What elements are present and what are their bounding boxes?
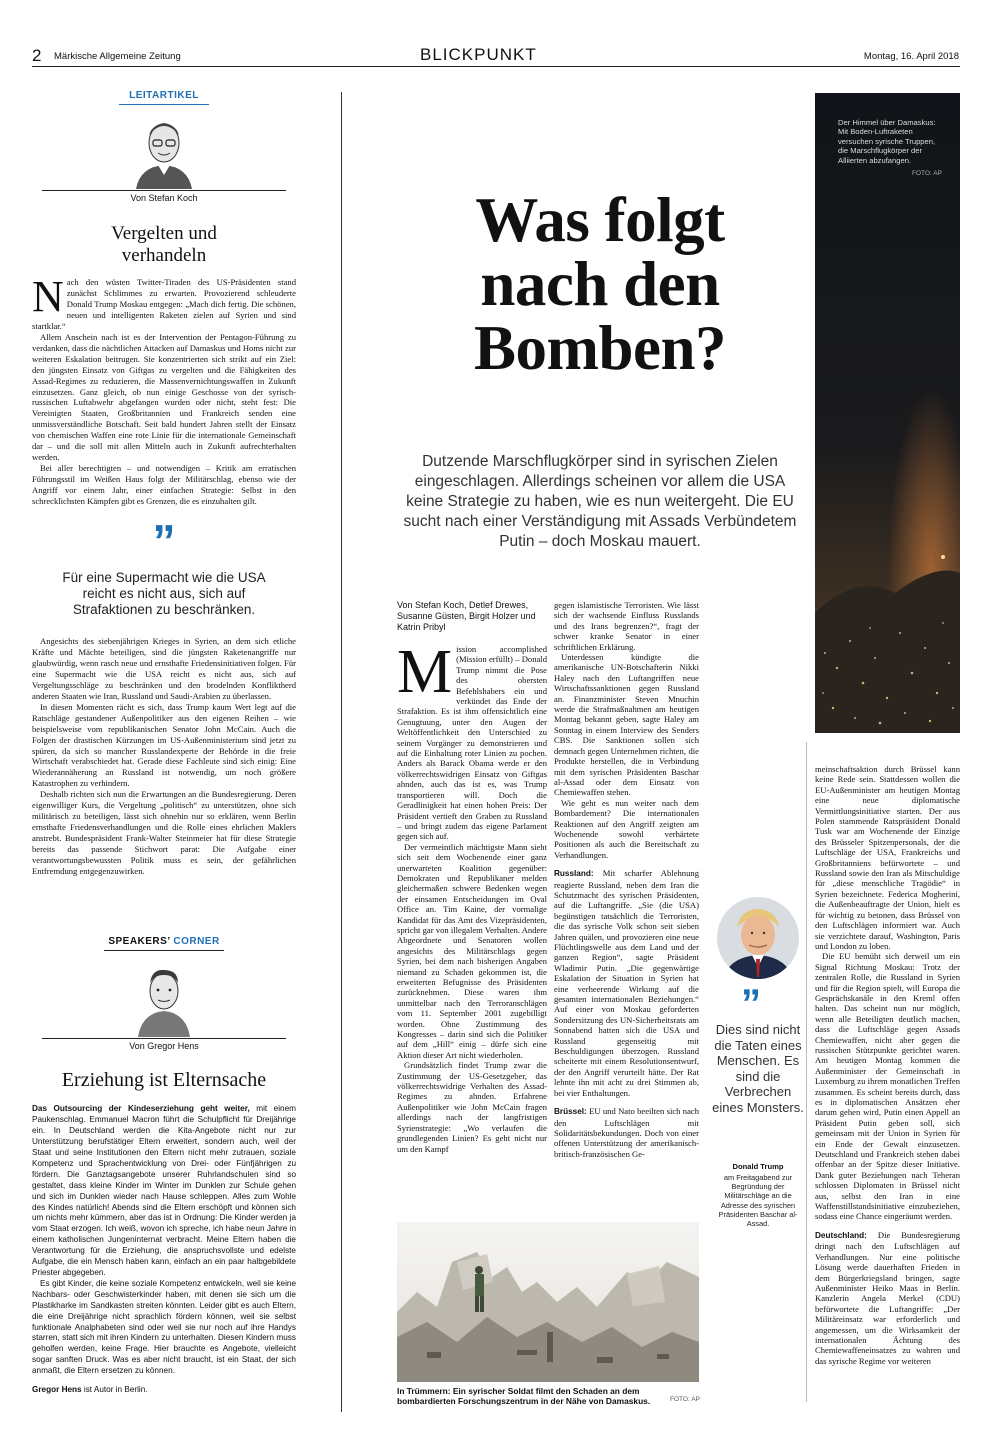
damascus-night-photo: [815, 93, 960, 733]
speakers-headline: Erziehung ist Elternsache: [61, 1069, 267, 1091]
newspaper-name: Märkische Allgemeine Zeitung: [54, 51, 181, 62]
leitartikel-headline: Vergelten und verhandeln: [111, 223, 217, 267]
header-rule: [32, 66, 960, 67]
author-portrait-koch: [128, 113, 200, 189]
main-lead: Dutzende Marschflugkörper sind in syrischen Zielen eingeschlagen. Allerdings scheinen vor allem die USA keine Strategie zu haben, wie es nun weitergeht. Die EU sucht nach einer Verständigung mit Assads Verbündetem Putin – doch Moskau mauert.: [403, 453, 797, 550]
main-byline: Von Stefan Koch, Detlef Drewes, Susanne Güsten, Birgit Holzer und Katrin Pribyl: [397, 600, 536, 632]
speakers-corner: [32, 936, 296, 1394]
leitartikel-byline: Von Stefan Koch: [130, 193, 198, 203]
trump-quote-source: Donald Trump: [732, 1162, 784, 1171]
speakers-author-note: Gregor Hens ist Autor in Berlin.: [32, 1385, 148, 1395]
leitartikel-pullquote: Für eine Supermacht wie die USA reicht es nicht aus, sich auf Strafaktionen zu beschränken.: [62, 570, 266, 618]
speakers-byline: Von Gregor Hens: [129, 1041, 199, 1051]
ruins-photo-credit: FOTO: AP: [670, 1396, 700, 1403]
column-divider-right: [806, 742, 807, 1402]
main-headline: Was folgt nach den Bomben?: [473, 185, 727, 383]
damascus-photo-caption: Der Himmel über Damaskus: Mit Boden-Luftraketen versuchen syrische Truppen, die Marschflugkörper der Alliierten abzufangen.: [838, 118, 936, 165]
page-number: 2: [32, 46, 42, 65]
leitartikel-body-bottom: Angesichts des siebenjährigen Krieges in Syrien, an dem sich etliche Kräfte und Mächte beteiligen, sind die jüngsten Raketenangriffe nur glaubwürdig, wenn rasch neue und ernsthafte Friedensinitiativen folgen. Für eine Supermacht wie die USA reicht es nicht aus, sich auf Vergeltungsschläge zu beschränken und den brodelnden Konfliktherd anderen Staaten wie Iran, Russland und Saudi-Arabien zu überlassen. In diesen Momenten rächt es sich, dass Trump kaum Wert legt auf die Ratschläge gestandener Außenpolitiker aus den eigenen Reihen – wie beispielsweise vom republikanischen Senator John McCain. Auch die Folgen der drastischen Kürzungen im US-Außenministerium sind jetzt zu spüren, da sich so mancher Russlandexperte der Behörde in die freie Wirtschaft verabschiedet hat. Gerade diese Fachleute sind sich einig: Eine Wiederannäherung an Russland ist notwendig, um noch größere Katastrophen zu verhindern. Deshalb richten sich nun die Erwartungen an die Bundesregierung. Deren eigenwilliger Kurs, die Vergeltung „politisch“ zu unterstützen, ohne sich militärisch zu beteiligen, lässt sich ohnehin nur so erklären, wenn Berlin ernsthafte Friedensverhandlungen und die Rolle eines ehrlichen Maklers anstrebt. Bundespräsident Frank-Walter Steinmeier hat für diese Strategie bereits das passende Stichwort parat: Die Aufgabe einer verantwortungsbewussten Politik muss es sein, der gefährlichen Entfremdung entgegenzuwirken.: [32, 636, 296, 876]
byline-rule: [42, 190, 286, 191]
main-column-1: Mission accomplished (Mission erfüllt) – Donald Trump nimmt die Pose des obersten Befehlshabers ein und verkündet das Ende der Strafaktion. Es ist ihm offensichtlich eine Genugtuung, unter den Augen der Weltöffentlichkeit den Unterschied zu seinem Vorgänger zu demonstrieren und auf die Einhaltung roter Linien zu pochen. Anders als Barack Obama werde er den völkerrechtswidrigen Einsatz von Giftgas ahnden, auch das ist es, was Trump transportieren will. Doch die Geradlinigkeit hat einen hohen Preis: Der Präsident vertieft den Graben zu Russland – und bringt zudem das eigene Parlament gegen sich auf. Der vermeintlich mächtigste Mann sieht sich seit dem Wochenende einer ganz unerwarteten Koalition gegenüber: Demokraten und Republikaner melden gleichermaßen schwere Bedenken wegen der einsamen Entscheidungen im Oval Office an. Tim Kaine, der vormalige Kandidat für das Amt des Vizepräsidenten, spricht gar von illegalem Verhalten. Andere Abgeordnete und Senatoren wollen angesichts des Militärschlags gegen Syrien, bei dem nach bisherigen Angaben niemand zu Schaden gekommen ist, die erweiterten Befugnisse des Präsidenten zurücknehmen. Diese waren ihm unmittelbar nach den Terroranschlägen vom 11. September 2001 zugebilligt worden. Ohne Zustimmung des Kongresses – darin sind sich die Politiker auf dem „Hill“ einig – dürfe sich eine Aktion dieser Art nicht wiederholen. Grundsätzlich findet Trump zwar die Zustimmung der US-Gesetzgeber, das völkerrechtswidrige Verhalten des Assad-Regimes zu ahnden. Erfahrene Außenpolitiker wie John McCain fragen allerdings nach der langfristigen Syrienstrategie: „Wo verlaufen die grundlegenden Linien? Es geht nicht nur um den Kampf: [397, 638, 547, 1154]
leitartikel-kicker: LEITARTIKEL: [129, 90, 199, 101]
damascus-photo-credit: FOTO: AP: [912, 170, 942, 177]
section-title: BLICKPUNKT: [420, 45, 537, 64]
right-column: meinschaftsaktion durch Brüssel kann keine Rede sein. Stattdessen wollen die EU-Außenminister am heutigen Montag eine neue diplomatische Vermittlungsinitiative starten. Der aus Polen stammende Ratspräsident Donald Tusk war am Wochenende der Einzige des Brüsseler Spitzenpersonals, der die Luftschläge der USA, Frankreichs und Großbritanniens befürwortete – und Russland sowie den Iran als Mitschuldige für „diese menschliche Tragödie“ in Syrien bezeichnete. Federica Mogherini, die Außenbeauftragte der Union, hielt es für wichtig zu betonen, dass Brüssel von den Luftschlägen informiert war. Auch sie verzichtete darauf, Washington, Paris und London zu loben. Die EU bemüht sich derweil um ein Signal Richtung Moskau: Trotz der zentralen Rolle, die Russland in Syrien und für die Region spielt, will Europa die Gesprächskanäle in den Kreml offen halten. Das scheint nun nur möglich, wenn alle Beteiligten deutlich machen, dass die Luftschläge gegen Assads Chemiewaffen, nicht aber gegen die russischen Stützpunkte gerichtet waren. Am heutigen Montag kommen die Außenminister der Gemeinschaft in Luxemburg zu ihrem monatlichen Treffen zusammen. Es scheint bereits durch, dass es in diplomatischen Ansätzen eher darum gehen wird, Putin einen Appell an Präsident Putin geben soll, sich gemeinsam mit der Union in Syrien für ein Ende der Gewalt einzusetzen. Deutschland und Frankreich stehen dabei offenbar an der Spitze dieser Initiative. Dank guter Beziehungen nach Teheran schlossen Diplomaten in Brüssel nicht aus, selbst den Iran in eine Waffenstillstandsinitiative einzubeziehen, sodass eine Chance eingeräumt werden. Deutschland: Die Bundesregierung dringt nach den Luftschlägen auf Verhandlungen. Nur eine politische Lösung werde dauerhaften Frieden in dem Bürgerkriegsland bringen, sagte Außenminister Heiko Maas in Berlin. Kanzlerin Angela Merkel (CDU) befürwortete die Luftangriffe: „Der Militäreinsatz war erforderlich und angemessen, um die Wirksamkeit der internationalen Ächtung des Chemiewaffeneinsatzes zu wahren und das syrische Regime vor weiteren: [815, 764, 960, 1366]
dropcap-letter: N: [32, 272, 64, 322]
quote-icon: ”: [152, 515, 176, 568]
ruins-photo: [397, 1222, 699, 1382]
quote-icon: ”: [741, 982, 761, 1026]
ruins-photo-caption: In Trümmern: Ein syrischer Soldat filmt den Schaden an dem bombardierten Forschungszentrum in der Nähe von Damaskus.: [397, 1386, 651, 1406]
kicker-underline: [104, 950, 224, 951]
trump-quote: Dies sind nicht die Taten eines Menschen. Es sind die Verbrechen eines Monsters.: [712, 1022, 804, 1115]
leitartikel-body-top: Nach den wüsten Twitter-Tiraden des US-Präsidenten stand zunächst Schlimmes zu erwarten. Provozierend schleuderte Donald Trump Moskau entgegen: „Mach dich fertig. Die schönen, neuen und intelligenten Raketen zielen auf Syrien und sind startklar.“ Allem Anschein nach ist es der Intervention der Pentagon-Führung zu verdanken, dass die nächtlichen Attacken auf Damaskus und Homs nicht zur weiteren Eskalation beitrugen. Sie konzentrierten sich strikt auf ein Ziel: den jüngsten Einsatz von Giftgas zu vergelten und die Fähigkeiten des Assad-Regimes zu reduzieren, die Massenvernichtungswaffen in Zukunft einzusetzen. Ganz gleich, ob nun einige Geschosse von der syrisch-russischen Luftabwehr abgefangen wurden oder nicht, steht fest: Die Vereinigten Staaten, Großbritannien und Frankreich senden eine unmissverständliche Botschaft. Seit bald hundert Jahren stellt der Einsatz von chemischen Waffen eine rote Linie für die internationale Gemeinschaft dar – und die soll mit allen Mitteln auch in Zukunft aufrechterhalten werden. Bei aller berechtigten – und notwendigen – Kritik am erratischen Führungsstil im Weißen Haus folgt der Militärschlag, ebenso wie der Angriff vor einem Jahr, einer einfachen Strategie: Selbst in den schrecklichsten Kämpfen gibt es Grenzen, die es einzuhalten gilt.: [32, 272, 296, 506]
main-column-2: gegen islamistische Terroristen. Wie lässt sich der wachsende Einfluss Russlands und des Irans begrenzen?“, fragt der schwer kranke Senator in einer schriftlichen Erklärung. Unterdessen kündigte die amerikanische UN-Botschafterin Nikki Haley nach den Luftangriffen neue Wirtschaftssanktionen gegen Russland an. Finanzminister Steven Mnuchin werde die Strafmaßnahmen am heutigen Montag bekannt geben, sagte Haley am Sonntag in einem Interview des Senders CBS. Die Sanktionen sollen sich demnach gegen Unternehmen richten, die Produkte herstellen, die in Verbindung mit dem syrischen Präsidenten Baschar al-Assad oder dem Einsatz von Chemiewaffen stehen. Wie geht es nun weiter nach dem Bombardement? Die internationalen Reaktionen auf den Angriff zeigten am Wochenende sowohl verhärtete Positionen als auch die Bereitschaft zu Verhandlungen. Russland: Mit scharfer Ablehnung reagierte Russland, neben dem Iran die Schutzmacht des syrischen Präsidenten, auf die Luftangriffe. „Sie (die USA) begünstigen tatsächlich die Terroristen, die das syrische Volk schon seit sieben Jahren quälen, und provozieren eine neue Flüchtlingswelle aus dem Land und der ganzen Region“, sagte Präsident Wladimir Putin. „Die gegenwärtige Eskalation der Situation in Syrien hat eine verheerende Wirkung auf die gesamten internationalen Beziehungen.“ Auf einer von Moskau geforderten Sondersitzung des UN-Sicherheitsrats am Sonnabend hatten sich die USA und Russland gegenseitig mit Beschuldigungen überzogen. Russland scheiterte mit einem Resolutionsentwurf, der den Angriff verurteilt hätte. Der Rat lehnte ihn mit acht zu drei Stimmen ab, bei vier Enthaltungen. Brüssel: EU und Nato beeilten sich nach den Luftschlägen mit Solidaritätsbekundungen. Doch von einer offenen Unterstützung der amerikanisch-britisch-französischen Ge-: [554, 600, 699, 1159]
leitartikel: [32, 88, 296, 876]
trump-quote-context: am Freitagabend zur Begründung der Militärschläge an die Adresse des syrischen Präsidenten Baschar al-Assad.: [718, 1173, 798, 1229]
speakers-kicker: SPEAKERS’ CORNER: [108, 936, 220, 947]
issue-date: Montag, 16. April 2018: [863, 51, 959, 62]
byline-rule: [42, 1038, 286, 1039]
column-divider-left: [341, 92, 342, 1412]
trump-portrait: [717, 897, 799, 979]
author-portrait-hens: [128, 961, 200, 1037]
dropcap-letter: M: [397, 638, 453, 706]
kicker-underline: [119, 104, 209, 105]
speakers-body: Das Outsourcing der Kindeserziehung geht weiter, mit einem Paukenschlag. Emmanuel Macron führt die Schulpflicht für Dreijährige ein. In Deutschland werden die Kita-Angebote nicht nur zur Unterstützung berufstätiger Eltern erweitert, sondern auch, weil der Staat und seine Institutionen den Eltern nicht mehr zutrauen, soziale Kompetenz und Sprachentwicklung von Drei- oder Fünfjährigen zu fördern. Die Ganztagsangebote unserer Ruhrlandschulen sind so gestaltet, dass kleine Kinder im Winter im Dunklen zur Schule gehen und sich im Dunklen wieder nach Hause schleppen. Alles zum Wohle des Kindes natürlich! Abends sind die Eltern erschöpft und können sich um nichts mehr kümmern, aber das ist in Ordnung: Die Kinder werden ja vom Staat erzogen. Ich weiß, wovon ich spreche, ich habe neun Jahre in einem katholischen Jungeninternat verbracht. Meine Eltern haben die Verantwortung für die Erziehung, die anspruchsvollste und edelste Aufgabe, die ein Mensch haben kann, einfach an ein paar halbgebildete Priester abgegeben. Es gibt Kinder, die keine soziale Kompetenz entwickeln, weil sie keine Nachbars- oder Geschwisterkinder haben, mit denen sie sich um die Plastikharke im Sandkasten streiten könnten. Leider gibt es auch Eltern, die eine Dreijährige nicht sprachlich fördern können, weil sie selbst funktionale Analphabeten sind oder weil sie nur noch auf ihre Handys starren, statt sich mit ihren Kindern zu unterhalten. Diesen Kindern muss geholfen werden, keine Frage. Hier brauchte es Angebote, vielleicht sogar sanften Druck. Was es aber nicht braucht, ist ein Staat, der sich anmaßt, die Eltern ersetzen zu können.: [32, 1104, 296, 1376]
